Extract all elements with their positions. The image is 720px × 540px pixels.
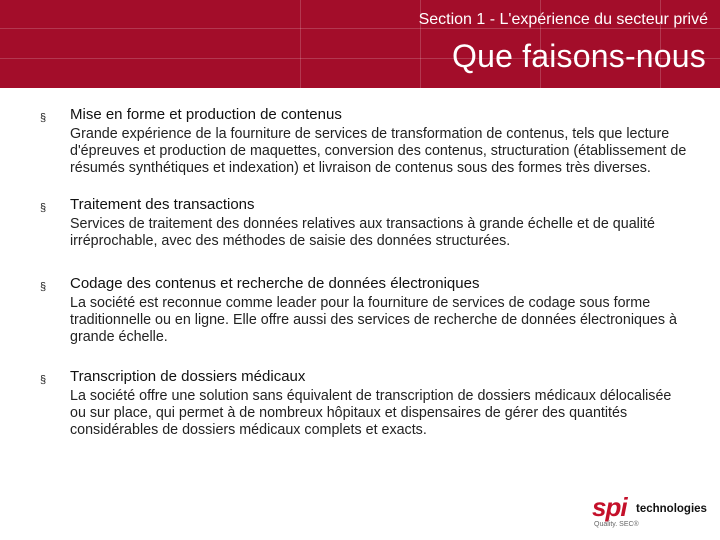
logo-name: technologies — [636, 503, 707, 515]
header-grid-line — [300, 0, 301, 88]
bullet-list — [0, 106, 720, 439]
item-title: Mise en forme et production de contenus — [70, 106, 342, 123]
bullet-icon: § — [40, 281, 47, 293]
page-title: Que faisons-nous — [451, 38, 706, 74]
item-title: Codage des contenus et recherche de données électroniques — [70, 275, 480, 292]
list-item — [0, 368, 720, 439]
logo-brand: spi — [592, 492, 627, 522]
company-logo — [592, 494, 712, 534]
item-description: Grande expérience de la fourniture de services de transformation de contenus, tels que lecture d'épreuves et production de maquettes, conversion des contenus, structuration (établissement de résumés synthétiques et indexation) et livraison de contenus sous des formes très diverses. — [70, 126, 687, 176]
list-item — [0, 106, 720, 177]
item-description: La société offre une solution sans équivalent de transcription de dossiers médicaux délocalisée ou sur place, qui permet à de nombreux hôpitaux et dispensaires de gérer des quantités considérables de dossiers médicaux complets et exacts. — [70, 388, 672, 438]
bullet-icon: § — [40, 202, 47, 214]
logo-tagline: Quality. SEC® — [594, 521, 639, 528]
item-description: Services de traitement des données relatives aux transactions à grande échelle et de qualité irréprochable, avec des méthodes de saisie des données structurées. — [70, 216, 655, 249]
item-title: Transcription de dossiers médicaux — [70, 368, 306, 385]
bullet-icon: § — [40, 112, 47, 124]
bullet-icon: § — [40, 374, 47, 386]
item-title: Traitement des transactions — [70, 196, 255, 213]
slide-header — [0, 0, 720, 88]
list-item — [0, 196, 720, 250]
list-item — [0, 275, 720, 346]
section-label: Section 1 - L'expérience du secteur privé — [418, 11, 708, 28]
item-description: La société est reconnue comme leader pour la fourniture de services de codage sous forme traditionnelle ou en ligne. Elle offre aussi des services de recherche de données électroniques à grande échelle. — [70, 295, 677, 345]
